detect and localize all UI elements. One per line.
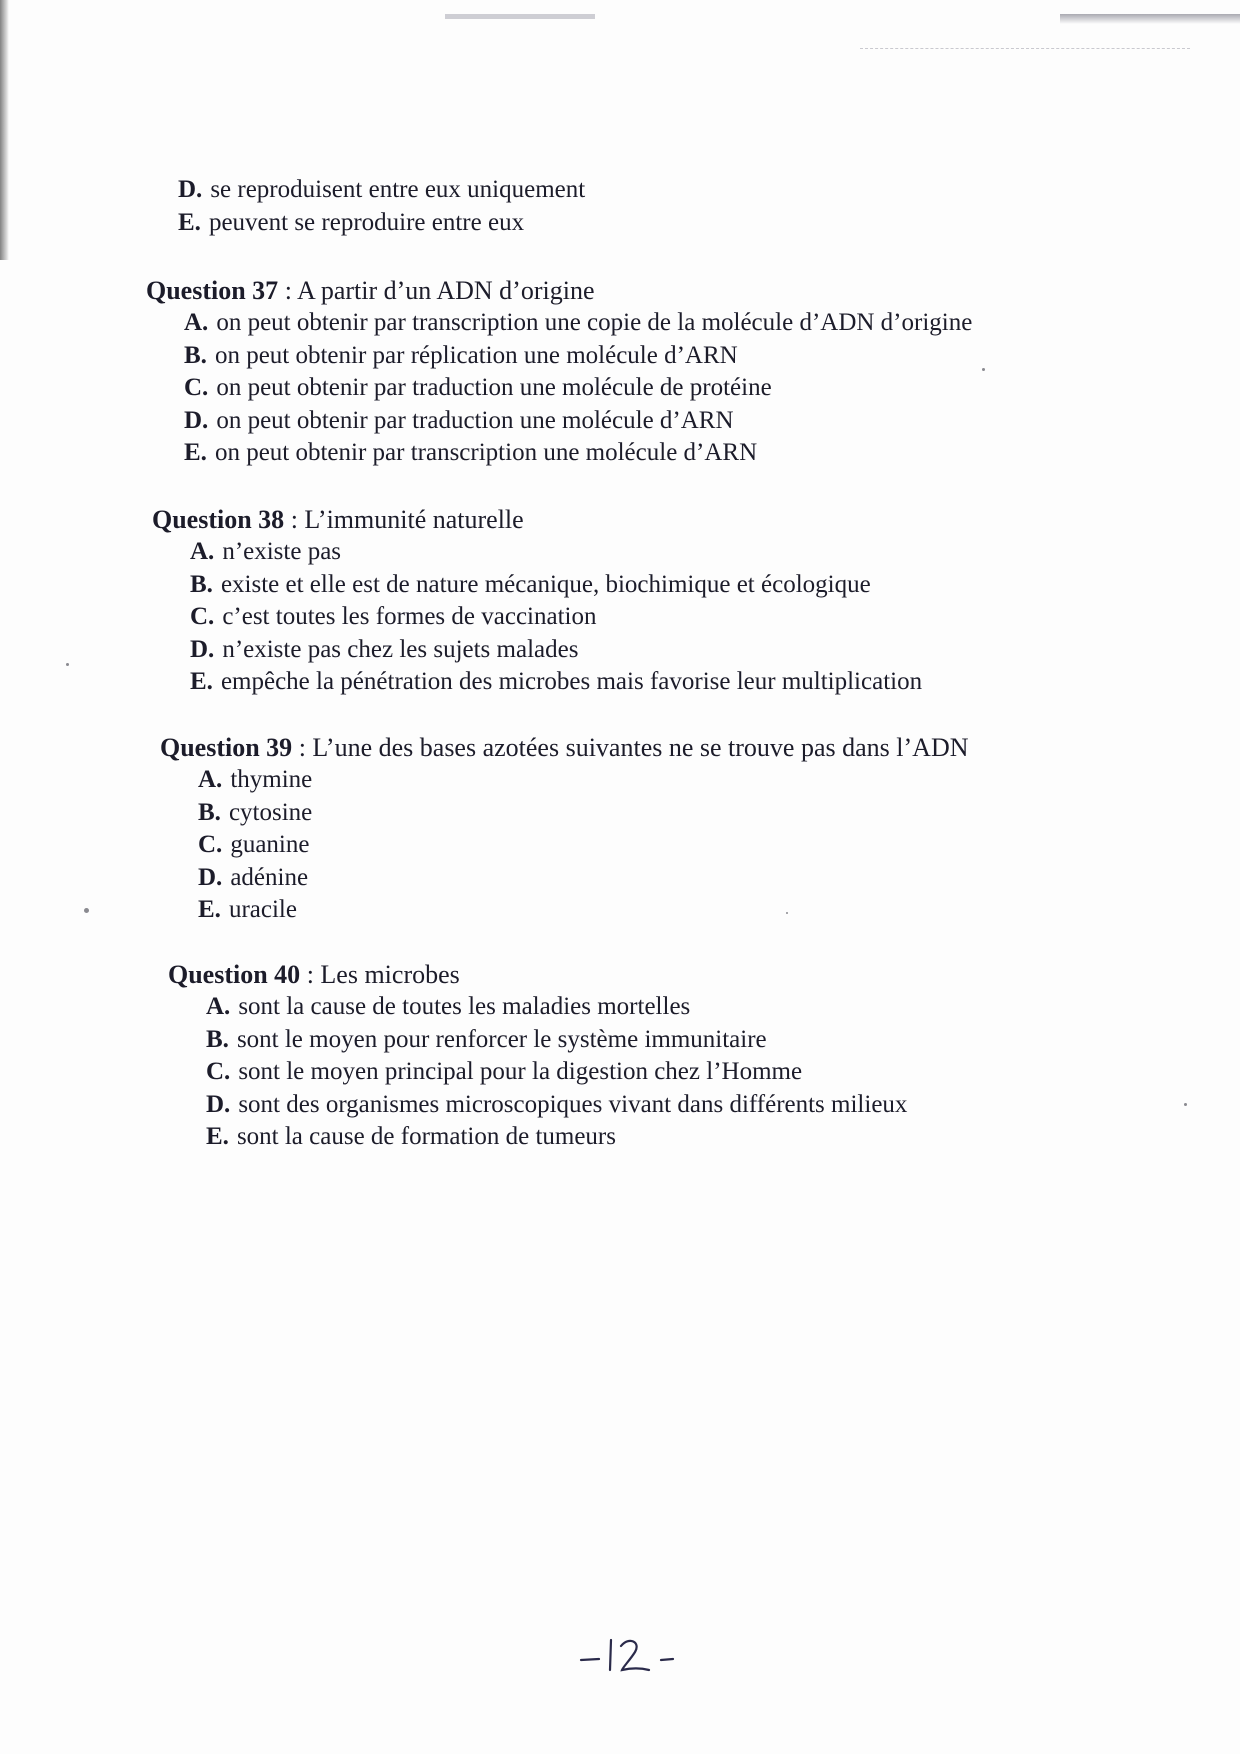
question-separator: : [278, 276, 297, 305]
option-letter: E. [206, 1123, 229, 1150]
scan-speck [1184, 1103, 1187, 1106]
option-e [206, 1121, 907, 1154]
option-letter: D. [190, 635, 215, 663]
option-text: sont le moyen principal pour la digestion chez l’Homme [238, 1058, 803, 1085]
option-b [190, 569, 922, 602]
question-separator: : [292, 733, 313, 762]
question-38 [152, 503, 922, 699]
option-list [160, 764, 969, 927]
option-text: empêche la pénétration des microbes mais favorise leur multiplication [220, 668, 923, 695]
question-39 [160, 731, 969, 927]
question-label: Question 40 [168, 960, 301, 989]
option-d [206, 1089, 907, 1122]
option-d [184, 405, 972, 438]
option-b [206, 1024, 907, 1057]
option-letter: D. [184, 406, 209, 434]
option-c [184, 372, 972, 405]
option-d [178, 174, 585, 207]
option-letter: A. [206, 993, 231, 1020]
option-letter: D. [206, 1090, 231, 1118]
scan-top-artifact [445, 14, 595, 19]
option-letter: C. [206, 1058, 231, 1085]
question-prompt: L’immunité naturelle [304, 505, 524, 534]
option-a [184, 307, 972, 340]
option-b [184, 340, 972, 373]
option-d [190, 634, 922, 667]
option-text: guanine [230, 831, 310, 858]
handwritten-page-number [575, 1630, 695, 1680]
option-text: c’est toutes les formes de vaccination [222, 603, 597, 630]
option-text: n’existe pas chez les sujets malades [222, 635, 579, 663]
option-e [190, 666, 922, 699]
scan-speck [84, 908, 89, 913]
option-letter: C. [184, 374, 209, 401]
option-text: thymine [230, 766, 313, 793]
question-prompt: Les microbes [320, 960, 460, 989]
option-text: uracile [228, 896, 297, 923]
option-letter: E. [190, 668, 213, 695]
scan-edge-shadow [0, 0, 9, 260]
question-40 [168, 958, 907, 1154]
option-letter: E. [184, 439, 207, 466]
option-list [146, 307, 972, 470]
option-text: on peut obtenir par traduction une molécule de protéine [216, 374, 772, 401]
previous-question-options [178, 174, 585, 239]
option-letter: E. [178, 208, 201, 236]
option-text: se reproduisent entre eux uniquement [210, 176, 586, 203]
option-letter: A. [198, 766, 223, 793]
option-e [184, 437, 972, 470]
question-heading [146, 274, 972, 307]
option-letter: D. [178, 176, 203, 203]
option-text: n’existe pas [222, 538, 342, 565]
option-letter: C. [198, 831, 223, 858]
option-e [198, 894, 969, 927]
question-prompt: A partir d’un ADN d’origine [296, 276, 595, 305]
option-text: on peut obtenir par réplication une molécule d’ARN [214, 341, 738, 369]
option-a [206, 991, 907, 1024]
option-letter: A. [190, 538, 215, 565]
option-letter: E. [198, 896, 221, 923]
option-text: sont la cause de formation de tumeurs [236, 1123, 616, 1150]
option-c [198, 829, 969, 862]
option-letter: A. [184, 309, 209, 336]
option-c [190, 601, 922, 634]
option-e [178, 207, 585, 240]
option-letter: C. [190, 603, 215, 630]
option-letter: D. [198, 863, 223, 891]
question-heading [168, 958, 907, 991]
scan-speck [66, 663, 69, 666]
option-text: existe et elle est de nature mécanique, biochimique et écologique [220, 570, 871, 598]
option-text: cytosine [228, 798, 313, 826]
question-label: Question 38 [152, 505, 285, 534]
option-c [206, 1056, 907, 1089]
option-list [152, 536, 922, 699]
option-text: on peut obtenir par transcription une molécule d’ARN [214, 439, 758, 466]
question-separator: : [284, 505, 305, 534]
option-letter: B. [206, 1025, 229, 1053]
option-text: sont le moyen pour renforcer le système immunitaire [236, 1025, 767, 1053]
scan-top-line [860, 48, 1190, 50]
question-heading [160, 731, 969, 764]
option-list [168, 991, 907, 1154]
option-a [190, 536, 922, 569]
scan-speck [982, 368, 985, 371]
option-d [198, 862, 969, 895]
question-37 [146, 274, 972, 470]
option-text: sont la cause de toutes les maladies mortelles [238, 993, 691, 1020]
question-prompt: L’une des bases azotées suivantes ne se trouve pas dans l’ADN [312, 733, 969, 762]
question-separator: : [300, 960, 321, 989]
option-letter: B. [190, 570, 213, 598]
option-text: peuvent se reproduire entre eux [208, 208, 525, 236]
option-letter: B. [184, 341, 207, 369]
option-text: on peut obtenir par transcription une copie de la molécule d’ADN d’origine [216, 309, 973, 336]
option-text: adénine [230, 863, 309, 891]
question-heading [152, 503, 922, 536]
option-a [198, 764, 969, 797]
option-text: sont des organismes microscopiques vivant dans différents milieux [238, 1090, 908, 1118]
option-b [198, 797, 969, 830]
question-label: Question 37 [146, 276, 279, 305]
option-letter: B. [198, 798, 221, 826]
scan-top-right-artifact [1060, 14, 1240, 24]
question-label: Question 39 [160, 733, 293, 762]
option-text: on peut obtenir par traduction une molécule d’ARN [216, 406, 734, 434]
